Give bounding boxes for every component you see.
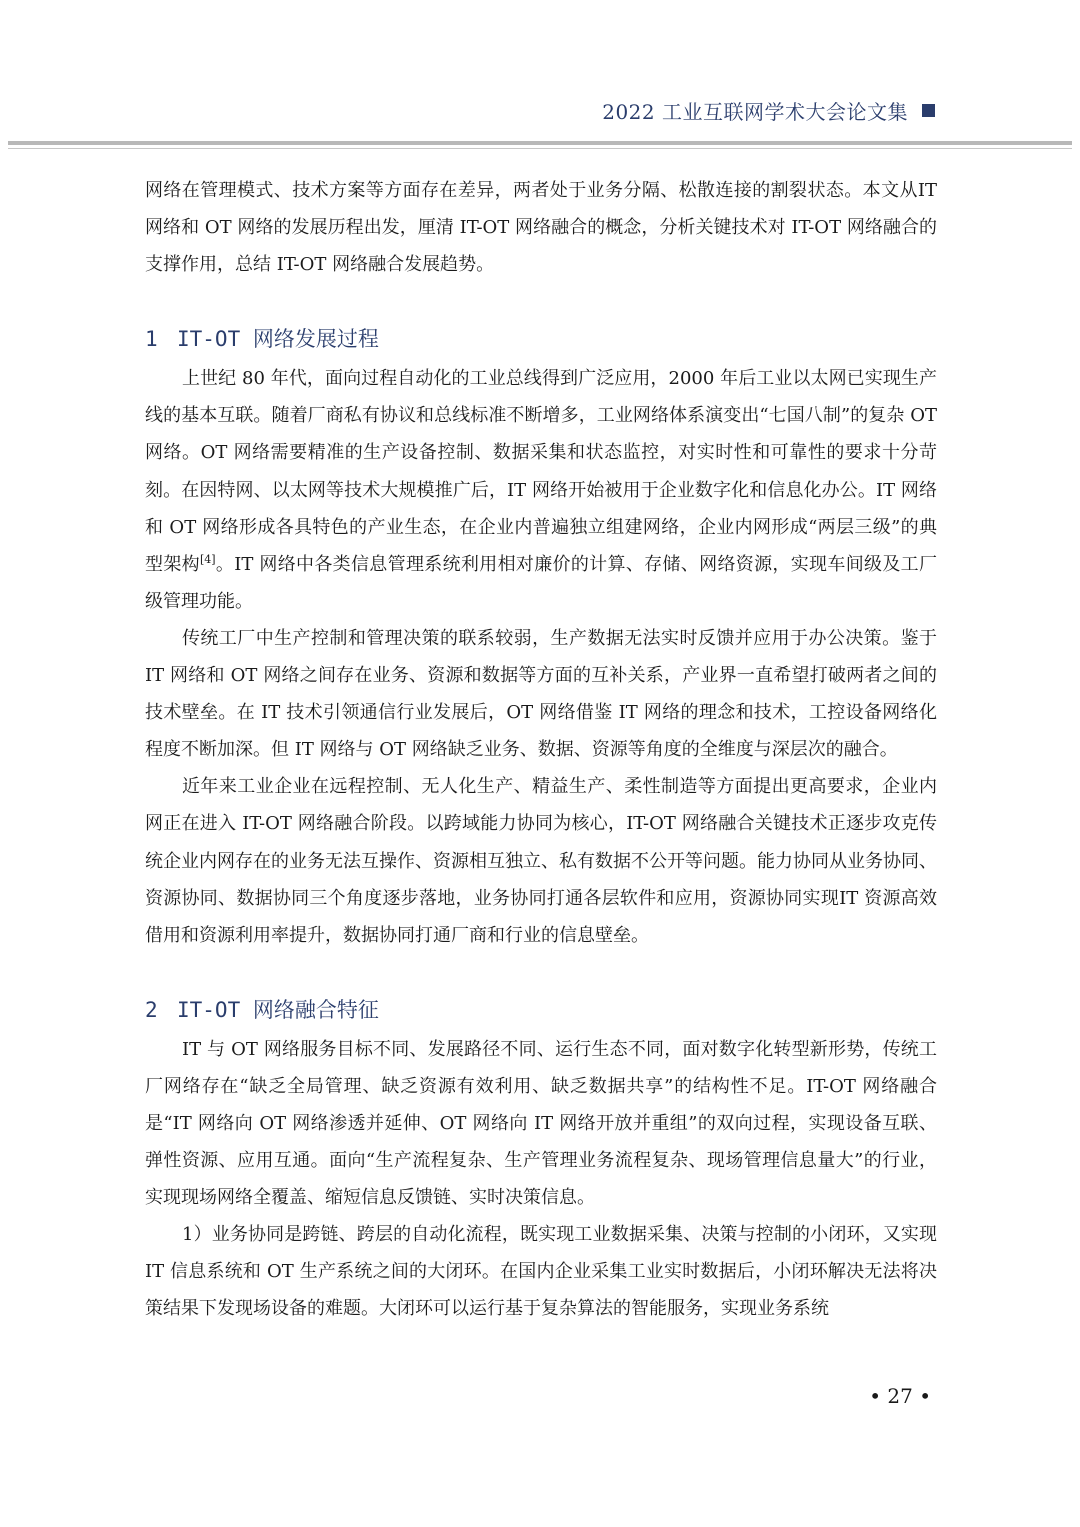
section2-paragraph-2: 1）业务协同是跨链、跨层的自动化流程，既实现工业数据采集、决策与控制的小闭环，又实现 IT 信息系统和 OT 生产系统之间的大闭环。在国内企业采集工业实时数据后，小闭环解决无法将决策结果下发现场设备的难题。大闭环可以运行基于复杂算法的智能服务，实现业务系统	[145, 1224, 937, 1320]
section-title: IT-OT 网络发展过程	[177, 327, 379, 352]
section1-paragraph-1	[145, 360, 937, 620]
section-heading-2	[145, 992, 937, 1029]
section1-paragraph-3: 近年来工业企业在远程控制、无人化生产、精益生产、柔性制造等方面提出更高要求，企业内网正在进入 IT-OT 网络融合阶段。以跨域能力协同为核心，IT-OT 网络融合关键技术正逐步攻克传统企业内网存在的业务无法互操作、资源相互独立、私有数据不公开等问题。能力协同从业务协同、资源协同、数据协同三个角度逐步落地，业务协同打通各层软件和应用，资源协同实现IT 资源高效借用和资源利用率提升，数据协同打通厂商和行业的信息壁垒。	[145, 776, 937, 946]
page-number: • 27 •	[869, 1384, 931, 1408]
section-number: 1	[145, 327, 158, 352]
page-body	[145, 172, 937, 1328]
paragraph-text: 上世纪 80 年代，面向过程自动化的工业总线得到广泛应用，2000 年后工业以太网已实现生产线的基本互联。随着厂商私有协议和总线标准不断增多，工业网络体系演变出“七国八制”的复杂 OT 网络。OT 网络需要精准的生产设备控制、数据采集和状态监控，对实时性和可靠性的要求十分苛刻。在因特网、以太网等技术大规模推广后，IT 网络开始被用于企业数字化和信息化办公。IT 网络和 OT 网络形成各具特色的产业生态，在企业内普遍独立组建网络，企业内网形成“两层三级”的典型架构	[145, 368, 937, 575]
header-rule-thin	[8, 148, 1072, 149]
square-icon	[922, 104, 935, 117]
header-rule	[8, 141, 1072, 145]
intro-paragraph: 网络在管理模式、技术方案等方面存在差异，两者处于业务分隔、松散连接的割裂状态。本文从IT 网络和 OT 网络的发展历程出发，厘清 IT-OT 网络融合的概念，分析关键技术对 IT-OT 网络融合的支撑作用，总结 IT-OT 网络融合发展趋势。	[145, 180, 937, 276]
paragraph-text: 。IT 网络中各类信息管理系统利用相对廉价的计算、存储、网络资源，实现车间级及工厂级管理功能。	[145, 553, 937, 612]
section1-paragraph-2: 传统工厂中生产控制和管理决策的联系较弱，生产数据无法实时反馈并应用于办公决策。鉴于 IT 网络和 OT 网络之间存在业务、资源和数据等方面的互补关系，产业界一直希望打破两者之间的技术壁垒。在 IT 技术引领通信行业发展后，OT 网络借鉴 IT 网络的理念和技术，工控设备网络化程度不断加深。但 IT 网络与 OT 网络缺乏业务、数据、资源等角度的全维度与深层次的融合。	[145, 627, 937, 761]
section2-paragraph-1: IT 与 OT 网络服务目标不同、发展路径不同、运行生态不同，面对数字化转型新形势，传统工厂网络存在“缺乏全局管理、缺乏资源有效利用、缺乏数据共享”的结构性不足。IT-OT 网络融合是“IT 网络向 OT 网络渗透并延伸、OT 网络向 IT 网络开放并重组”的双向过程，实现设备互联、弹性资源、应用互通。面向“生产流程复杂、生产管理业务流程复杂、现场管理信息量大”的行业，实现现场网络全覆盖、缩短信息反馈链、实时决策信息。	[145, 1038, 937, 1209]
citation-ref: [4]	[199, 552, 216, 566]
section-title: IT-OT 网络融合特征	[177, 997, 379, 1022]
running-header-title: 2022 工业互联网学术大会论文集	[602, 100, 908, 124]
running-header	[602, 96, 935, 125]
section-heading-1	[145, 321, 937, 358]
section-number: 2	[145, 997, 158, 1022]
